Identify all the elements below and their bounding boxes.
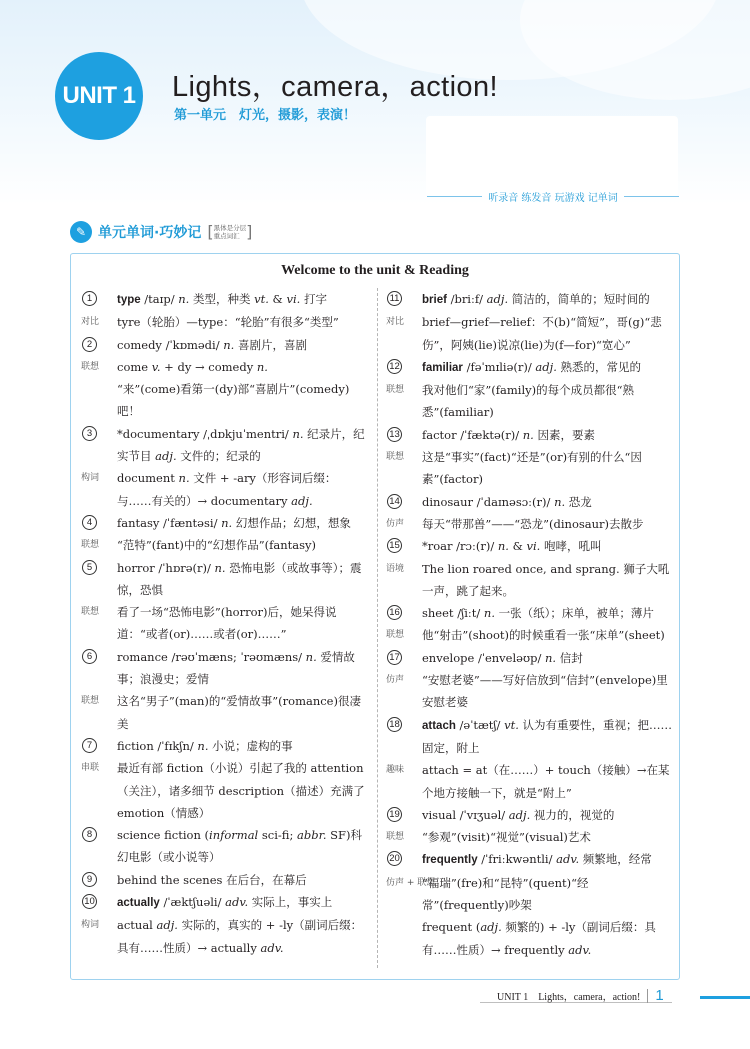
part-of-speech: vt.	[504, 717, 519, 732]
note-text	[422, 379, 674, 424]
text-segment: dinosaur /ˈdaɪnəsɔː(r)/	[422, 494, 555, 509]
text-segment: behind the scenes 在后台，在幕后	[117, 872, 307, 887]
part-of-speech: adv.	[568, 942, 592, 957]
note-tag: 仿声 + 联想	[386, 877, 436, 888]
box-title: Welcome to the unit & Reading	[281, 263, 469, 278]
memory-note	[386, 759, 674, 804]
entry-number: 11	[387, 291, 402, 306]
memory-note	[386, 624, 674, 646]
unit-title: Lights，camera，action!	[172, 71, 498, 103]
text-segment: *documentary /ˌdɒkjuˈmentri/	[117, 426, 293, 441]
study-strip-label[interactable]: 听录音 练发音 玩游戏 记单词	[488, 192, 618, 204]
text-segment: envelope /ˈenveləʊp/	[422, 650, 545, 665]
unit-badge: UNIT 1	[55, 52, 143, 140]
entry-definition	[422, 491, 674, 513]
text-segment: romance /rəʊˈmæns; ˈrəʊmæns/	[117, 649, 306, 664]
text-segment: The lion roared once, and sprang. 狮子大吼一声，跳了起来。	[422, 561, 670, 598]
headword: familiar	[422, 361, 463, 374]
entry-number: 4	[82, 515, 97, 530]
entry-number: 14	[387, 494, 402, 509]
vocab-entry	[81, 735, 369, 757]
text-segment: /ˈæktʃuəli/	[159, 895, 226, 910]
entry-definition	[117, 334, 369, 356]
text-segment: 认为有重要性，重视；把……固定，附上	[422, 717, 673, 755]
entry-number: 5	[82, 560, 97, 575]
part-of-speech: n.	[178, 292, 190, 306]
text-segment: fiction /ˈfɪkʃn/	[117, 738, 198, 753]
part-of-speech: n.	[545, 650, 557, 665]
note-tag: 联想	[386, 630, 405, 641]
text-segment: 小说；虚构的事	[208, 738, 293, 753]
text-segment: tyre（轮胎）—type：“轮胎”有很多“类型”	[117, 315, 339, 330]
text-segment: 这名“男子”(man)的“爱情故事”(romance)很凄美	[117, 694, 361, 731]
vocab-entry	[386, 602, 674, 624]
part-of-speech: vt.	[254, 292, 269, 306]
note-tag: 趣味	[386, 765, 405, 776]
footer-separator	[647, 989, 648, 1003]
text-segment: 喜剧片，喜剧	[234, 337, 307, 352]
text-segment: 视力的，视觉的	[530, 807, 615, 822]
memory-note	[386, 872, 674, 917]
entry-definition	[117, 824, 369, 869]
text-segment: 熟悉的，常见的	[556, 359, 642, 374]
text-segment: “范特”(fant)中的“幻想作品”(fantasy)	[117, 538, 316, 553]
section-tag-line: 重点词汇	[213, 232, 240, 240]
text-segment: 咆哮，吼叫	[540, 539, 602, 554]
part-of-speech: n.	[178, 471, 190, 486]
text-segment: 一张（纸）；床单，被单；薄片	[494, 606, 654, 621]
entry-definition	[422, 848, 674, 871]
text-segment: *roar /rɔː(r)/	[422, 539, 498, 554]
note-tag: 对比	[386, 317, 405, 328]
entry-definition	[422, 602, 674, 624]
part-of-speech: v.	[151, 359, 161, 374]
headword: frequently	[422, 854, 478, 867]
entry-definition	[422, 647, 674, 669]
part-of-speech: abbr.	[297, 828, 327, 843]
entry-number: 19	[387, 807, 402, 822]
note-text	[117, 757, 369, 824]
memory-note	[386, 446, 674, 491]
text-segment: “参观”(visit)“视觉”(visual)艺术	[422, 830, 591, 845]
note-text	[422, 759, 674, 804]
column-divider	[377, 288, 378, 968]
note-text	[422, 872, 674, 917]
text-segment: actual	[117, 918, 157, 933]
entry-number: 17	[387, 650, 402, 665]
text-segment: frequent (	[422, 920, 481, 935]
text-segment: come	[117, 359, 152, 374]
part-of-speech: n.	[214, 560, 226, 575]
text-segment: 恐龙	[565, 494, 592, 509]
entry-number: 16	[387, 605, 402, 620]
text-segment: /taɪp/	[140, 292, 179, 306]
text-segment: 他“射击”(shoot)的时候重看一张“床单”(sheet)	[422, 628, 665, 643]
text-segment: 简洁的，简单的；短时间的	[508, 292, 650, 306]
strip-rule	[427, 196, 482, 197]
vocab-entry	[386, 356, 674, 379]
section-tag-line: 黑体是分层	[213, 224, 247, 232]
text-segment: 频繁地，经常	[579, 852, 652, 867]
text-segment: 最近有部 fiction（小说）引起了我的 attention（关注），诸多细节 description（描述）充满了 emotion（情感）	[117, 761, 365, 820]
memory-note	[81, 311, 369, 333]
footer-accent-bar	[700, 996, 750, 999]
right-column	[386, 288, 674, 961]
text-segment: fantasy /ˈfæntəsi/	[117, 515, 222, 530]
vocab-entry	[81, 512, 369, 534]
text-segment: 每天“带那兽”——“恐龙”(dinosaur)去散步	[422, 516, 644, 531]
section-heading	[70, 221, 252, 243]
note-text	[117, 378, 369, 423]
note-tag: 构词	[81, 473, 100, 484]
note-text	[422, 624, 674, 646]
note-text	[117, 534, 369, 556]
vocab-entry	[386, 647, 674, 669]
part-of-speech: adj.	[486, 292, 509, 306]
vocab-entry	[81, 288, 369, 311]
text-segment: attach = at（在……）+ touch（接触）→在某个地方接触一下，就是“附上”	[422, 763, 670, 800]
entry-number: 6	[82, 649, 97, 664]
entry-definition	[117, 557, 369, 602]
text-segment: &	[268, 292, 287, 306]
memory-note	[386, 826, 674, 848]
unit-subtitle: 第一单元 灯光，摄影，表演！	[174, 108, 357, 123]
page-footer	[497, 987, 664, 1004]
text-segment: factor /ˈfæktə(r)/	[422, 427, 523, 442]
text-segment: 我对他们“家”(family)的每个成员都很“熟悉”(familiar)	[422, 383, 634, 420]
memory-note	[81, 356, 369, 378]
note-text	[422, 669, 674, 714]
entry-number: 1	[82, 291, 97, 306]
note-text	[117, 356, 369, 378]
note-text	[422, 916, 674, 961]
part-of-speech: adv.	[260, 940, 284, 955]
memory-note	[386, 311, 674, 356]
note-tag: 仿声	[386, 675, 405, 686]
note-tag: 联想	[81, 361, 100, 372]
vocab-entry	[81, 824, 369, 869]
memory-note	[386, 669, 674, 714]
memory-note	[386, 558, 674, 603]
part-of-speech: adj.	[156, 918, 178, 933]
part-of-speech: n.	[497, 539, 509, 554]
entry-number: 13	[387, 427, 402, 442]
note-tag: 仿声	[386, 518, 405, 529]
strip-rule	[624, 196, 679, 197]
note-tag: 联想	[81, 540, 100, 551]
text-segment: science fiction (	[117, 828, 210, 843]
text-segment: 这是“事实”(fact)“还是”(or)有别的什么“因素”(factor)	[422, 450, 642, 487]
vocab-entry	[81, 334, 369, 356]
text-segment: 爱情故事；浪漫史；爱情	[117, 649, 355, 687]
entry-definition	[422, 288, 674, 311]
header-decoration	[520, 0, 750, 100]
note-tag: 联想	[81, 696, 100, 707]
headword: attach	[422, 719, 456, 732]
memory-note	[81, 601, 369, 646]
text-segment: &	[508, 539, 527, 554]
footer-unit-title: UNIT 1 Lights，camera，action!	[497, 992, 641, 1003]
text-segment: /əˈtætʃ/	[455, 717, 505, 732]
note-tag: 语境	[386, 563, 405, 574]
part-of-speech: n.	[483, 606, 495, 621]
entry-number: 20	[387, 851, 402, 866]
note-text	[422, 558, 674, 603]
note-tag: 对比	[81, 317, 100, 328]
text-segment: 信封	[556, 650, 583, 665]
note-tag: 联想	[81, 607, 100, 618]
part-of-speech: n.	[522, 427, 534, 442]
entry-number: 2	[82, 337, 97, 352]
note-text	[422, 513, 674, 535]
vocab-entry	[81, 646, 369, 691]
text-segment: /ˈfriːkwəntli/	[477, 852, 557, 867]
entry-definition	[117, 869, 369, 891]
media-panel	[426, 116, 678, 196]
entry-definition	[117, 735, 369, 757]
page-number: 1	[655, 987, 664, 1004]
text-segment: SF)科幻电影（或小说等）	[117, 828, 362, 865]
text-segment: 文件的；纪录的	[176, 449, 261, 464]
memory-note	[386, 379, 674, 424]
note-text	[117, 690, 369, 735]
entry-number: 8	[82, 827, 97, 842]
memory-note	[386, 513, 674, 535]
text-segment: 幻想作品；幻想，想象	[232, 515, 351, 530]
entry-definition	[422, 535, 674, 557]
part-of-speech: n.	[554, 494, 566, 509]
part-of-speech: n.	[223, 337, 235, 352]
text-segment: visual /ˈvɪʒuəl/	[422, 807, 509, 822]
text-segment: sheet /ʃiːt/	[422, 606, 484, 621]
vocab-entry	[81, 557, 369, 602]
text-segment: /briːf/	[446, 292, 487, 306]
pen-icon: ✎	[70, 221, 92, 243]
entry-number: 12	[387, 359, 402, 374]
part-of-speech: vi.	[286, 292, 301, 306]
memory-note	[81, 534, 369, 556]
text-segment: 文件 + -ary（形容词后缀：与……有关的）→ documentary	[117, 471, 337, 508]
entry-number: 3	[82, 426, 97, 441]
note-text	[117, 601, 369, 646]
left-column	[81, 288, 369, 959]
part-of-speech: informal	[209, 828, 259, 843]
section-title: 单元单词·巧妙记	[98, 225, 202, 241]
vocab-entry	[386, 804, 674, 826]
note-tag: 联想	[386, 385, 405, 396]
part-of-speech: adj.	[508, 807, 531, 822]
entry-definition	[422, 804, 674, 826]
note-tag: 串联	[81, 763, 100, 774]
headword: actually	[117, 897, 160, 910]
text-segment: sci-fi;	[258, 828, 297, 843]
note-tag: 联想	[386, 832, 405, 843]
part-of-speech: n.	[305, 649, 317, 664]
text-segment: 实际上，事实上	[248, 895, 333, 910]
part-of-speech: adv.	[225, 895, 249, 910]
vocab-entry	[386, 288, 674, 311]
entry-definition	[117, 891, 369, 914]
vocabulary-box	[70, 253, 680, 980]
entry-definition	[422, 356, 674, 379]
entry-number: 7	[82, 738, 97, 753]
note-text	[117, 914, 369, 959]
note-text	[422, 446, 674, 491]
note-tag: 构词	[81, 920, 100, 931]
entry-definition	[117, 646, 369, 691]
memory-note	[81, 914, 369, 959]
text-segment: + dy → comedy	[160, 359, 257, 374]
part-of-speech: n.	[256, 359, 268, 374]
part-of-speech: adj.	[535, 359, 557, 374]
text-segment: 类型，种类	[189, 292, 255, 306]
note-text	[422, 826, 674, 848]
text-segment: “福瑞”(fre)和“昆特”(quent)“经常”(frequently)吵架	[422, 875, 589, 913]
memory-note	[81, 378, 369, 423]
memory-note	[81, 757, 369, 824]
text-segment: document	[117, 471, 179, 486]
vocab-entry	[81, 891, 369, 914]
vocab-entry	[386, 491, 674, 513]
note-text	[422, 311, 674, 356]
part-of-speech: adj.	[291, 493, 313, 508]
entry-definition	[117, 423, 369, 468]
text-segment: 看了一场“恐怖电影”(horror)后，她呆得说道：“或者(or)……或者(or)……”	[117, 605, 337, 642]
entry-definition	[117, 288, 369, 311]
section-tag: [ 黑体是分层 重点词汇 ]	[207, 222, 253, 241]
vocab-entry	[386, 424, 674, 446]
part-of-speech: adj.	[480, 920, 502, 935]
memory-note	[81, 467, 369, 512]
part-of-speech: n.	[221, 515, 233, 530]
part-of-speech: adv.	[556, 852, 580, 867]
study-strip[interactable]	[427, 187, 679, 205]
part-of-speech: adj.	[155, 449, 177, 464]
part-of-speech: vi.	[526, 539, 541, 554]
entry-definition	[422, 424, 674, 446]
text-segment: “来”(come)看第一(dy)部“喜剧片”(comedy)吧！	[117, 382, 350, 419]
vocab-entry	[81, 869, 369, 891]
entry-definition	[117, 512, 369, 534]
vocab-entry	[81, 423, 369, 468]
part-of-speech: n.	[292, 426, 304, 441]
note-tag: 联想	[386, 452, 405, 463]
note-text	[117, 311, 369, 333]
text-segment: horror /ˈhɒrə(r)/	[117, 560, 215, 575]
text-segment: 因素，要素	[533, 427, 595, 442]
text-segment: 打字	[300, 292, 327, 306]
entry-number: 15	[387, 538, 402, 553]
text-segment: 恐怖电影（或故事等）；震惊，恐惧	[117, 560, 362, 597]
text-segment: 实际的，真实的 + -ly（副词后缀：具有……性质）→ actually	[117, 918, 363, 955]
vocab-entry	[386, 535, 674, 557]
vocab-entry	[386, 714, 674, 760]
memory-note	[386, 916, 674, 961]
text-segment: “安慰老婆”——写好信放到“信封”(envelope)里安慰老婆	[422, 673, 668, 710]
vocab-entry	[386, 848, 674, 871]
headword: type	[117, 294, 141, 306]
text-segment: brief—grief—relief：不(b)“简短”，哥(g)“悲伤”，阿姨(lie)说凉(lie)为(f—for)“宽心”	[422, 315, 662, 352]
memory-note	[81, 690, 369, 735]
entry-number: 18	[387, 717, 402, 732]
note-text	[117, 467, 369, 512]
headword: brief	[422, 294, 447, 306]
part-of-speech: n.	[197, 738, 209, 753]
text-segment: 频繁的) + -ly（副词后缀：具有……性质）→ frequently	[422, 920, 656, 957]
text-segment: /fəˈmɪliə(r)/	[462, 359, 536, 374]
text-segment: comedy /ˈkɒmədi/	[117, 337, 224, 352]
entry-number: 10	[82, 894, 97, 909]
entry-definition	[422, 714, 674, 760]
text-segment: 纪录片，纪实节目	[117, 426, 365, 464]
entry-number: 9	[82, 872, 97, 887]
